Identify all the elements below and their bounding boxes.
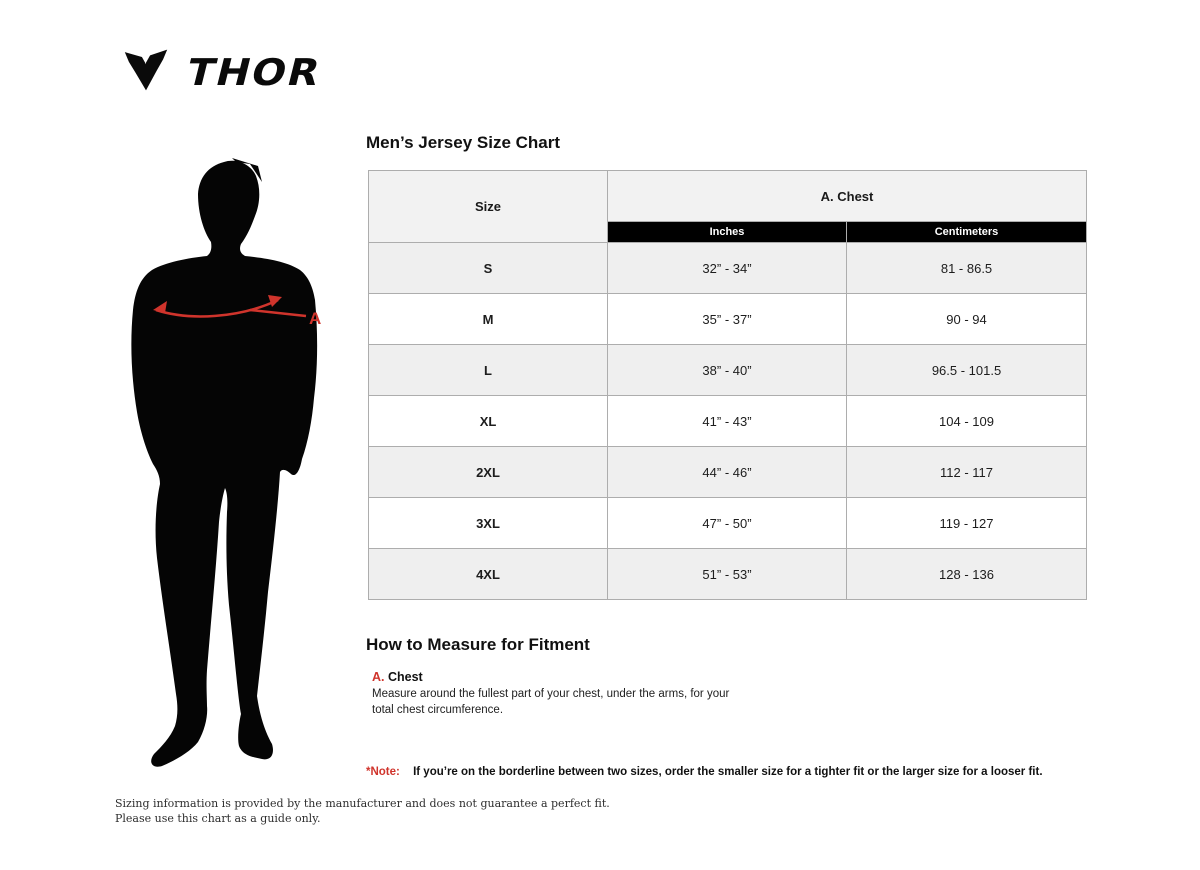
inches-cell: 38” - 40” bbox=[608, 345, 847, 396]
cm-cell: 104 - 109 bbox=[847, 396, 1087, 447]
footer-line2: Please use this chart as a guide only. bbox=[115, 811, 321, 825]
body-figure bbox=[110, 150, 360, 770]
inches-cell: 35” - 37” bbox=[608, 294, 847, 345]
table-row bbox=[369, 498, 1087, 549]
thor-wordmark: THOR bbox=[182, 51, 327, 94]
table-row bbox=[369, 345, 1087, 396]
size-note bbox=[366, 766, 1043, 778]
thor-horns-icon bbox=[124, 44, 168, 96]
table-row bbox=[369, 549, 1087, 600]
cm-cell: 119 - 127 bbox=[847, 498, 1087, 549]
cm-cell: 112 - 117 bbox=[847, 447, 1087, 498]
measure-item-label: Chest bbox=[387, 670, 423, 684]
inches-cell: 47” - 50” bbox=[608, 498, 847, 549]
size-cell: L bbox=[369, 345, 608, 396]
size-chart-table bbox=[368, 170, 1087, 600]
table-row bbox=[369, 447, 1087, 498]
size-cell: 4XL bbox=[369, 549, 608, 600]
table-row bbox=[369, 243, 1087, 294]
size-cell: 2XL bbox=[369, 447, 608, 498]
measure-section-title: How to Measure for Fitment bbox=[366, 635, 590, 654]
inches-cell: 41” - 43” bbox=[608, 396, 847, 447]
column-header-chest: A. Chest bbox=[608, 171, 1087, 222]
size-chart-title: Men’s Jersey Size Chart bbox=[366, 133, 561, 152]
inches-cell: 44” - 46” bbox=[608, 447, 847, 498]
note-text: If you’re on the borderline between two sizes, order the smaller size for a tighter fit or the larger size for a looser fit. bbox=[413, 766, 1043, 778]
thor-logo bbox=[124, 44, 327, 96]
measure-item-letter: A. bbox=[372, 670, 385, 684]
size-cell: XL bbox=[369, 396, 608, 447]
table-row bbox=[369, 294, 1087, 345]
table-row bbox=[369, 396, 1087, 447]
cm-cell: 90 - 94 bbox=[847, 294, 1087, 345]
cm-cell: 81 - 86.5 bbox=[847, 243, 1087, 294]
size-cell: M bbox=[369, 294, 608, 345]
footer-disclaimer bbox=[115, 797, 610, 827]
measure-item-chest bbox=[372, 670, 732, 718]
inches-cell: 51” - 53” bbox=[608, 549, 847, 600]
cm-cell: 96.5 - 101.5 bbox=[847, 345, 1087, 396]
chest-measure-label: A bbox=[309, 309, 322, 328]
size-cell: S bbox=[369, 243, 608, 294]
column-header-inches: Inches bbox=[608, 222, 847, 243]
cm-cell: 128 - 136 bbox=[847, 549, 1087, 600]
note-label: *Note: bbox=[366, 766, 400, 778]
size-cell: 3XL bbox=[369, 498, 608, 549]
footer-line1: Sizing information is provided by the manufacturer and does not guarantee a perfect fit. bbox=[115, 797, 610, 810]
column-header-size: Size bbox=[369, 171, 608, 243]
inches-cell: 32” - 34” bbox=[608, 243, 847, 294]
measure-item-heading bbox=[372, 670, 732, 684]
column-header-centimeters: Centimeters bbox=[847, 222, 1087, 243]
body-silhouette bbox=[110, 150, 360, 770]
measure-item-description: Measure around the fullest part of your chest, under the arms, for your total chest circumference. bbox=[372, 688, 730, 716]
